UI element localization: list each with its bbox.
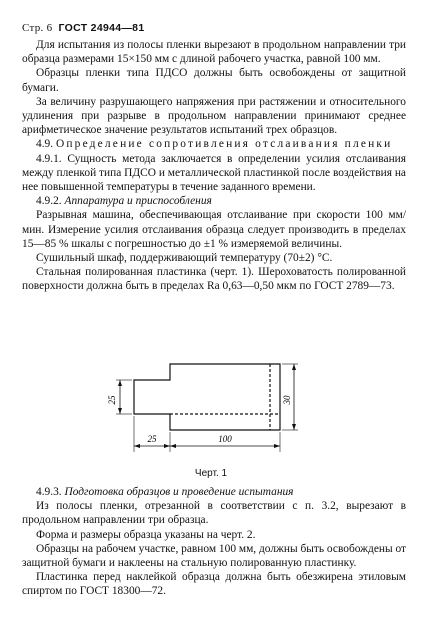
subsection-heading xyxy=(22,194,406,208)
subsection-title: Аппаратура и приспособления xyxy=(64,195,212,208)
dim-left-label: 25 xyxy=(107,395,117,405)
plate-outline xyxy=(134,364,280,430)
dim-bottom-left-label: 25 xyxy=(147,434,157,444)
section-heading xyxy=(22,137,406,151)
text-block-bottom xyxy=(22,485,406,599)
paragraph: Для испытания из полосы пленки вырезают в продольном направлении три образца размерами 15×150 мм с длиной рабочего участка, равной 100 мм. xyxy=(22,39,406,66)
section-number: 4.9. xyxy=(36,138,54,151)
dim-right-label: 30 xyxy=(282,395,292,405)
standard-code: ГОСТ 24944—81 xyxy=(58,22,145,34)
paragraph: Разрывная машина, обеспечивающая отслаивание при скорости 100 мм/мин. Измерение усилия отслаивания образца следует производить в пределах 15—85 % шкалы с погрешностью до ±1 % измеряемой величины. xyxy=(22,209,406,250)
paragraph: Образцы на рабочем участке, равном 100 мм, должны быть освобождены от защитной бумаги и наклеены на стальную полированную пластинку. xyxy=(22,542,407,570)
figure-plate-drawing xyxy=(100,352,320,462)
page-header xyxy=(22,22,144,34)
paragraph: Из полосы пленки, отрезанной в соответствии с п. 3.2, вырезают в продольном направлении три образца. xyxy=(22,500,406,527)
paragraph: Пластинка перед наклейкой образца должна быть обезжирена этиловым спиртом по ГОСТ 18300—72. xyxy=(22,571,406,598)
subsection-number: 4.9.2. xyxy=(36,195,62,208)
paragraph: За величину разрушающего напряжения при растяжении и относительного удлинения при разрыве в продольном направлении принимают среднее арифметическое значение результатов испытаний трех образцов. xyxy=(22,95,406,137)
paragraph: Образцы пленки типа ПДСО должны быть освобождены от защитной бумаги. xyxy=(22,67,406,94)
paragraph: Форма и размеры образца указаны на черт. 2. xyxy=(36,528,256,541)
paragraph: Сушильный шкаф, поддерживающий температуру (70±2) °С. xyxy=(36,252,333,265)
subsection-heading xyxy=(22,485,406,499)
text-block-top xyxy=(22,38,406,294)
subsection-title: Подготовка образцов и проведение испытания xyxy=(64,486,294,498)
paragraph: 4.9.1. Сущность метода заключается в определении усилия отслаивания между пленкой типа ПДСО и металлической пластинкой после воздействия на нее повышенной температуры в течение заданного времени. xyxy=(22,152,406,194)
section-title: Определение сопротивления отслаивания пленки xyxy=(55,138,393,151)
paragraph: Стальная полированная пластинка (черт. 1). Шероховатость полированной поверхности должна быть в пределах Ra 0,63—0,50 мкм по ГОСТ 2789—73. xyxy=(22,266,406,293)
dim-bottom-main-label: 100 xyxy=(218,434,232,444)
figure-caption: Черт. 1 xyxy=(194,468,228,479)
subsection-number: 4.9.3. xyxy=(36,486,62,498)
page-number: Стр. 6 xyxy=(22,22,53,34)
